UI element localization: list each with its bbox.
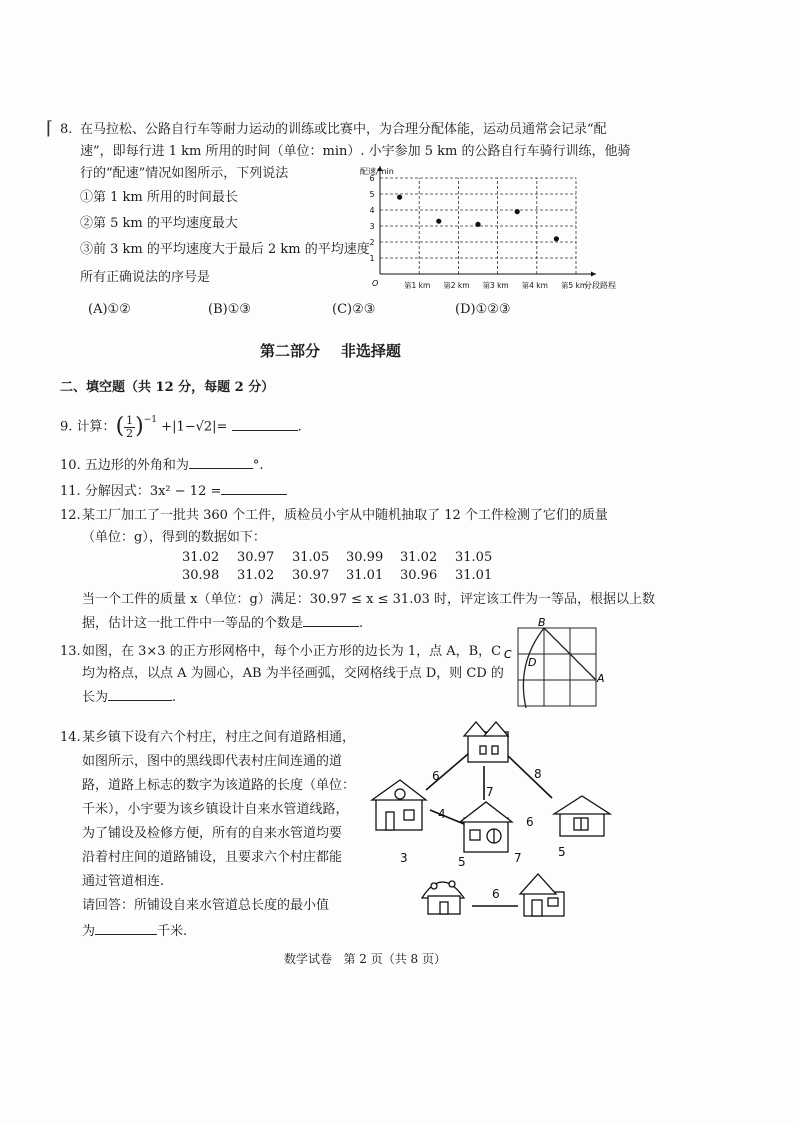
q9-end: . [297,419,302,435]
q8-statement-3: ③前 3 km 的平均速度大于最后 2 km 的平均速度 [80,242,370,257]
q8-line1: 在马拉松、公路自行车等耐力运动的训练或比赛中，为合理分配体能，运动员通常会记录“配 [80,122,607,137]
data-point [554,236,559,241]
edge-label: 5 [458,855,466,869]
house-bottom-left-icon [422,881,464,914]
q13-line3-wrap [82,686,176,708]
q8-option-c[interactable]: (C)②③ [332,302,376,317]
edge-label: 6 [432,769,440,783]
part2-title: 第二部分 非选择题 [260,342,401,360]
q14-line: 如图所示，图中的黑线即代表村庄间连通的道 [82,754,343,769]
y-tick-label: 3 [369,222,375,231]
origin-label: O [372,279,379,288]
q8-statement-1: ①第 1 km 所用的时间最长 [80,190,238,205]
q10-text: 五边形的外角和为 [84,458,189,473]
edge-label: 5 [558,845,566,859]
q8-option-d[interactable]: (D)①②③ [455,302,511,317]
y-tick-label: 5 [369,190,375,199]
data-value: 31.02 [237,568,275,583]
x-tick-label: 第1 km [404,281,431,290]
q14-line: 路，道路上标志的数字为该道路的长度（单位： [82,778,356,793]
x-axis-label: 分段路程 [584,281,616,290]
q14-last-line [82,920,187,942]
q14-line: 沿着村庄间的道路铺设，且要求六个村庄都能 [82,850,343,865]
q11-text: 分解因式：3x² − 12 = [84,484,222,499]
edge-label: 6 [492,887,500,901]
data-point [475,222,480,227]
data-point [436,219,441,224]
q8-number: 8. [60,122,73,137]
q14-answer-blank[interactable] [95,920,157,935]
q8-option-b[interactable]: (B)①③ [208,302,252,317]
q9-prefix: 计算： [76,419,116,435]
house-top-icon [464,722,508,762]
page-footer: 数学试卷 第 2 页（共 8 页） [284,952,446,966]
x-tick-label: 第3 km [482,281,509,290]
q8-statement-2: ②第 5 km 的平均速度最大 [80,216,238,231]
q12-line3: 当一个工件的质量 x（单位：g）满足：30.97 ≤ x ≤ 31.03 时，评定该工件为一等品，根据以上数 [82,592,655,607]
q8-line3: 行的“配速”情况如图所示，下列说法 [80,166,289,181]
q9-frac-num: 1 [126,413,134,427]
edge-label: 8 [534,767,542,781]
x-tick-label: 第2 km [443,281,470,290]
q12-line1: 某工厂加工了一批共 360 个工件，质检员小宇从中随机抽取了 12 个工件检测了它们的质量 [82,508,608,523]
q14-number: 14. [60,730,81,745]
q14-line: 通过管道相连. [82,874,165,889]
q11-number: 11. [60,484,81,499]
data-value: 30.98 [182,568,220,583]
q10-unit: °. [252,458,264,473]
data-value: 31.05 [455,550,493,565]
data-value: 30.99 [346,550,384,565]
data-value: 30.97 [292,568,330,583]
edge-label: 6 [526,815,534,829]
x-tick-label: 第5 km [560,281,588,290]
edge-label: 7 [514,851,522,865]
q14-line: 为了铺设及检修方便，所有的自来水管道均要 [82,826,343,841]
edge-label: 4 [438,807,446,821]
q10 [60,454,263,476]
y-tick-label: 6 [369,174,375,183]
q13-line3: 长为 [82,690,109,705]
q12-number: 12. [60,508,81,523]
q14-line: 请回答：所铺设自来水管道总长度的最小值 [82,898,330,913]
data-value: 31.01 [455,568,493,583]
q9 [60,412,302,442]
data-value: 31.02 [400,550,438,565]
q13-grid-figure [502,616,605,716]
q14-line: 千米），小宇要为该乡镇设计自来水管道线路， [82,802,349,817]
house-bottom-right-icon [520,874,564,916]
house-left-icon [372,780,426,830]
q9-fraction [124,415,135,440]
edge-label: 7 [486,785,494,799]
house-center-icon [460,802,512,852]
margin-mark: ⌈ [46,118,54,139]
q10-number: 10. [60,458,81,473]
q9-paren-open: ( [115,414,125,439]
y-tick-label: 1 [369,254,375,263]
x-axis-arrow [591,272,596,277]
pace-chart [358,162,628,297]
q13-line2: 均为格点，以点 A 为圆心，AB 为半径画弧，交网格线于点 D，则 CD 的 [82,666,504,681]
q11-answer-blank[interactable] [221,480,287,495]
data-value: 31.01 [346,568,384,583]
data-value: 31.02 [182,550,220,565]
q12-line2: （单位：g），得到的数据如下： [82,530,266,545]
data-point [515,209,520,214]
x-tick-label: 第4 km [521,281,548,290]
data-value: 31.05 [292,550,330,565]
house-right-icon [554,796,610,836]
q9-paren-close: ) [135,414,144,439]
label-b: B [538,616,546,629]
y-tick-label: 4 [369,206,375,215]
village-network-figure [364,718,624,928]
q9-answer-blank[interactable] [232,416,298,431]
q8-option-a[interactable]: (A)①② [88,302,131,317]
q11 [60,480,287,502]
q12-line4-wrap [82,612,363,634]
q13-answer-blank[interactable] [108,686,172,701]
label-a: A [597,672,605,685]
q9-abs-part: +|1−√2|= [161,419,228,435]
q9-exponent: −1 [143,415,158,425]
q9-frac-den: 2 [126,426,134,440]
q13-line1: 如图，在 3×3 的正方形网格中，每个小正方形的边长为 1，点 A，B，C [82,644,502,659]
y-axis-label: 配速/min [360,167,394,176]
q12-end: . [359,616,364,631]
q10-answer-blank[interactable] [189,454,253,469]
data-point [397,195,402,200]
q13-end: . [172,690,177,705]
q9-number: 9. [60,419,73,435]
data-value: 30.96 [400,568,438,583]
q12-line4: 据，估计这一批工件中一等品的个数是 [82,616,304,631]
q8-line2: 速”，即每行进 1 km 所用的时间（单位：min）. 小宇参加 5 km 的公路自行车骑行训练，他骑 [80,144,631,159]
q8-ask: 所有正确说法的序号是 [80,270,211,285]
edge-label: 3 [400,851,408,865]
section2-heading: 二、填空题（共 12 分，每题 2 分） [60,380,275,395]
label-c: C [504,648,512,661]
label-d: D [528,656,537,669]
data-value: 30.97 [237,550,275,565]
q14-last-suffix: 千米. [157,924,188,939]
y-tick-label: 2 [369,238,375,247]
q12-answer-blank[interactable] [303,612,359,627]
q14-last-prefix: 为 [82,924,96,939]
q14-line: 某乡镇下设有六个村庄，村庄之间有道路相通， [82,730,356,745]
q13-number: 13. [60,644,81,659]
